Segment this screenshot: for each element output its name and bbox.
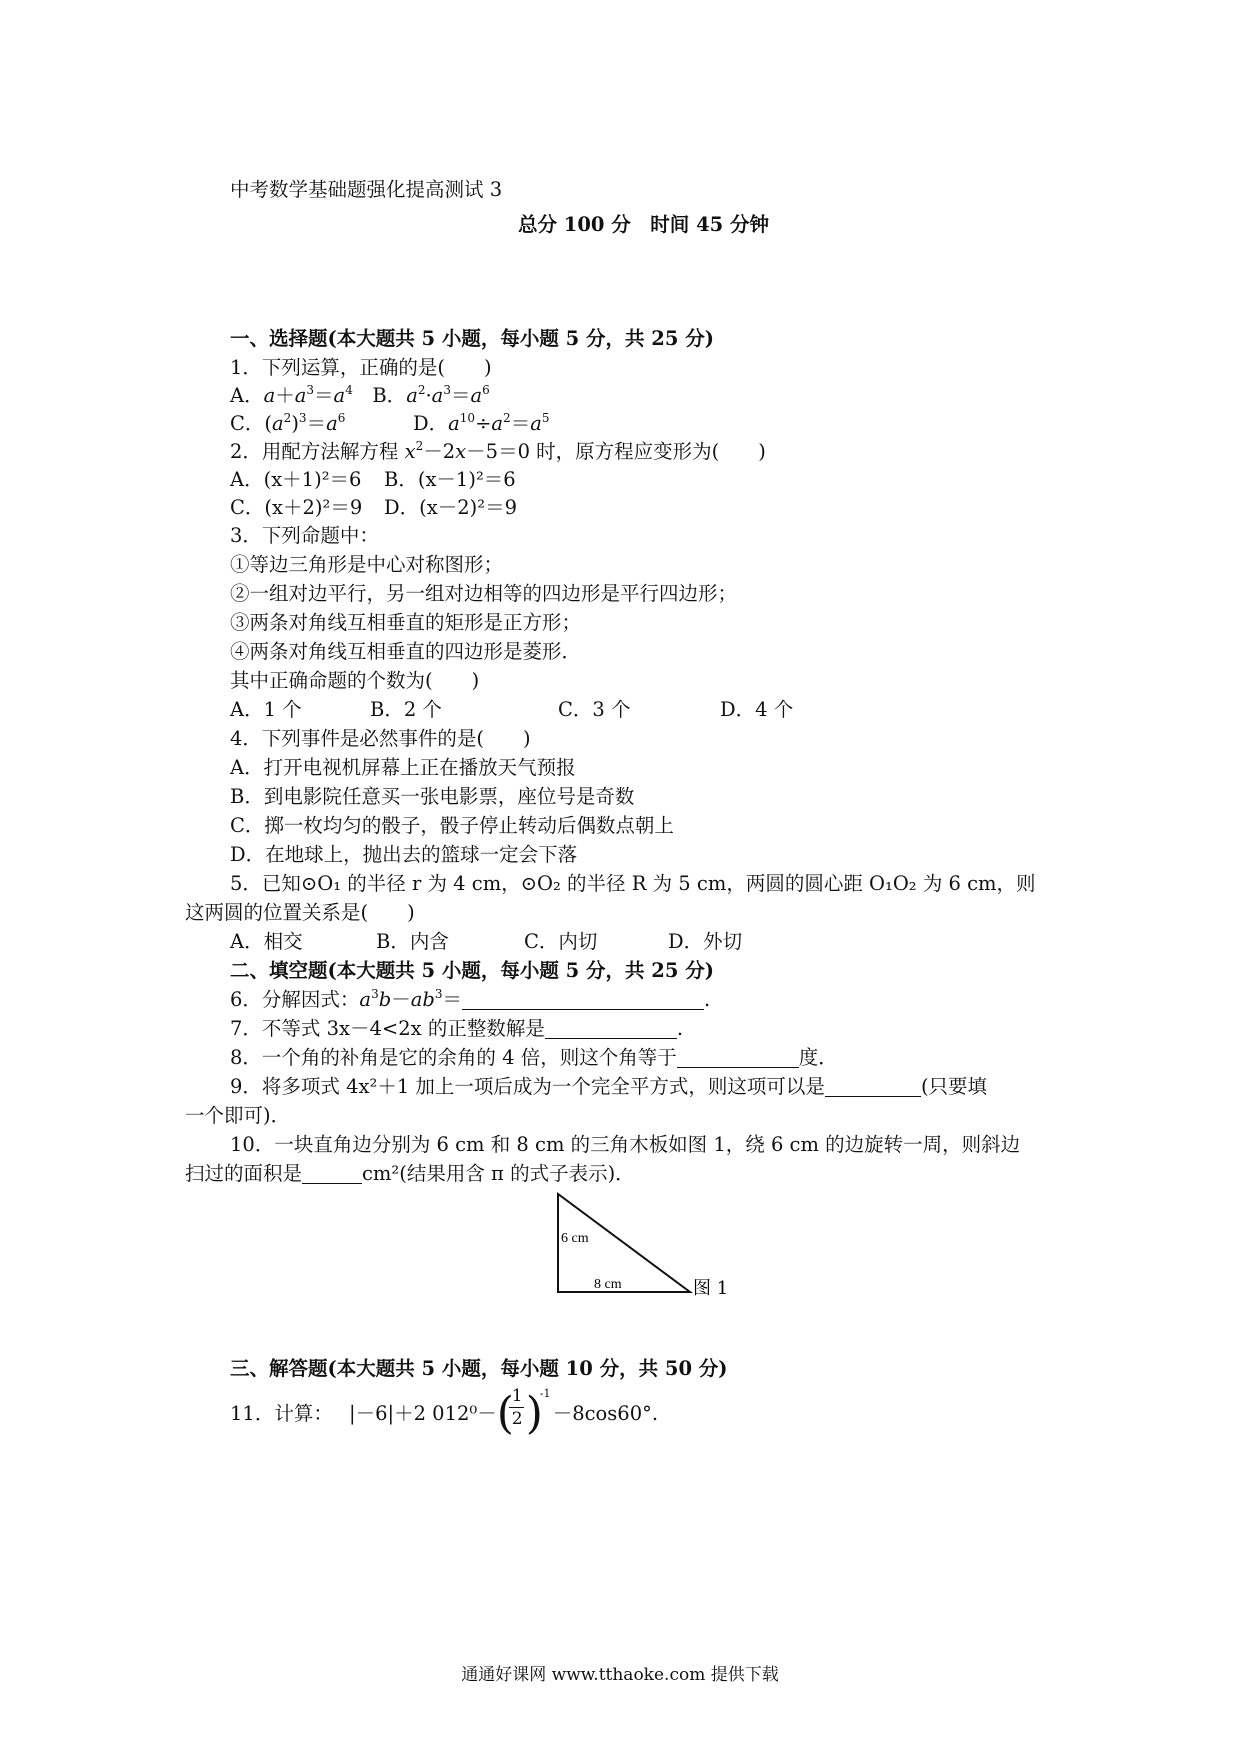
exponent: -1	[539, 1387, 551, 1400]
question-3-ask: 其中正确命题的个数为( )	[230, 669, 480, 692]
question-10-line2	[185, 1160, 635, 1188]
answer-blank[interactable]	[545, 1018, 677, 1039]
figure-caption: 图 1	[693, 1278, 729, 1296]
answer-blank[interactable]	[462, 989, 704, 1010]
question-1-stem: 1．下列运算，正确的是( )	[230, 356, 492, 379]
question-10-stem-tail: cm²(结果用含 π 的式子表示)．	[362, 1162, 635, 1185]
right-paren: )	[525, 1388, 543, 1439]
question-6-stem: 6．分解因式：	[230, 988, 360, 1011]
option-a: A．1 个	[230, 698, 302, 721]
question-4-option-a: A．打开电视机屏幕上正在播放天气预报	[230, 756, 576, 779]
option-d: D．外切	[668, 930, 743, 953]
question-6: 6．分解因式：$a^3b-ab^3=$ .	[230, 987, 711, 1011]
fraction-numerator: 1	[511, 1386, 523, 1406]
option-a: A．(x＋1)²＝6	[230, 468, 362, 491]
question-10-line1: 10．一块直角边分别为 6 cm 和 8 cm 的三角木板如图 1，绕 6 cm 的边旋转一周，则斜边	[230, 1133, 1021, 1156]
question-9-stem: 9．将多项式 4x²＋1 加上一项后成为一个完全平方式，则这项可以是	[230, 1075, 825, 1098]
question-3-item: ②一组对边平行，另一组对边相等的四边形是平行四边形；	[230, 582, 738, 605]
page-footer: 通通好课网 www.tthaoke.com 提供下载	[461, 1665, 779, 1685]
question-11	[230, 1386, 659, 1439]
question-1-options-ab: A．$a+a^3=a^4$ B．$a^2\cdot a^3=a^6$	[230, 383, 490, 407]
option-label: A．	[230, 384, 264, 407]
question-2-stem-pre: 2．用配方法解方程	[230, 440, 405, 463]
question-9-line2: 一个即可)．	[185, 1104, 291, 1127]
question-5-stem-line1: 5．已知⊙O₁ 的半径 r 为 4 cm，⊙O₂ 的半径 R 为 5 cm，两圆的圆心距 O₁O₂ 为 6 cm，则	[230, 872, 1036, 895]
question-4-option-b: B．到电影院任意买一张电影票，座位号是奇数	[230, 785, 635, 808]
question-6-end: .	[703, 988, 711, 1011]
section-heading-fill: 二、填空题(本大题共 5 小题，每小题 5 分，共 25 分)	[230, 959, 714, 982]
answer-blank[interactable]	[677, 1047, 799, 1068]
page-subtitle: 总分 100 分 时间 45 分钟	[518, 213, 769, 236]
question-2-stem: 2．用配方法解方程 $x^2-2x-5=0$ 时，原方程应变形为( )	[230, 439, 766, 463]
option-c: C．内切	[524, 930, 598, 953]
question-9-line1	[230, 1073, 987, 1101]
question-11-expr-a: |－6|＋2 012⁰－	[349, 1402, 497, 1425]
question-4-option-d: D．在地球上，抛出去的篮球一定会下落	[230, 843, 578, 866]
option-label: B．	[372, 384, 407, 407]
option-b: B．2 个	[370, 698, 442, 721]
question-5-stem-line2: 这两圆的位置关系是( )	[185, 901, 415, 924]
figure-side-label-horizontal: 8 cm	[594, 1277, 622, 1292]
question-7-end: .	[676, 1017, 684, 1040]
answer-blank[interactable]	[825, 1076, 921, 1097]
question-5-options	[230, 928, 743, 956]
question-10-stem: 扫过的面积是	[185, 1162, 303, 1185]
option-d: D．(x－2)²＝9	[384, 496, 517, 519]
question-11-expr-b: －8cos60°.	[552, 1402, 659, 1425]
option-d: D．4 个	[720, 698, 794, 721]
question-3-options	[230, 696, 794, 724]
question-1-options-cd: C．$(a^2)^3=a^6$ D．$a^{10}\div a^2=a^5$	[230, 411, 550, 435]
fraction-group	[496, 1386, 551, 1439]
option-label: C．	[230, 412, 265, 435]
question-9-stem-tail: (只要填	[920, 1075, 988, 1098]
question-8-end: 度．	[798, 1046, 838, 1069]
question-2-options-ab	[230, 466, 516, 494]
question-11-stem: 11．计算：	[230, 1402, 333, 1425]
question-3-item: ④两条对角线互相垂直的四边形是菱形．	[230, 640, 582, 663]
figure-1-right-triangle	[556, 1190, 736, 1296]
question-8	[230, 1044, 838, 1072]
option-c: C．3 个	[558, 698, 631, 721]
option-b: B．(x－1)²＝6	[384, 468, 516, 491]
question-7-stem: 7．不等式 3x－4<2x 的正整数解是	[230, 1017, 545, 1040]
section-heading-choice: 一、选择题(本大题共 5 小题，每小题 5 分，共 25 分)	[230, 327, 714, 350]
fraction-denominator: 2	[511, 1409, 523, 1429]
page-title: 中考数学基础题强化提高测试 3	[230, 178, 503, 201]
option-c: C．(x＋2)²＝9	[230, 496, 363, 519]
question-3-item: ①等边三角形是中心对称图形；	[230, 553, 504, 576]
answer-blank[interactable]	[302, 1163, 362, 1184]
option-label: D．	[413, 412, 449, 435]
question-4-option-c: C．掷一枚均匀的骰子，骰子停止转动后偶数点朝上	[230, 814, 674, 837]
question-4-stem: 4．下列事件是必然事件的是( )	[230, 727, 531, 750]
question-3-item: ③两条对角线互相垂直的矩形是正方形；	[230, 611, 582, 634]
fraction-bar	[509, 1407, 524, 1408]
question-7	[230, 1015, 683, 1043]
question-2-stem-post: －5＝0 时，原方程应变形为( )	[466, 440, 766, 463]
question-3-stem: 3．下列命题中：	[230, 524, 379, 547]
section-heading-solve: 三、解答题(本大题共 5 小题，每小题 10 分，共 50 分)	[230, 1357, 728, 1380]
left-paren: (	[496, 1388, 514, 1439]
question-8-stem: 8．一个角的补角是它的余角的 4 倍，则这个角等于	[230, 1046, 677, 1069]
option-a: A．相交	[230, 930, 303, 953]
option-b: B．内含	[376, 930, 449, 953]
figure-side-label-vertical: 6 cm	[561, 1231, 589, 1246]
question-2-options-cd	[230, 494, 517, 522]
